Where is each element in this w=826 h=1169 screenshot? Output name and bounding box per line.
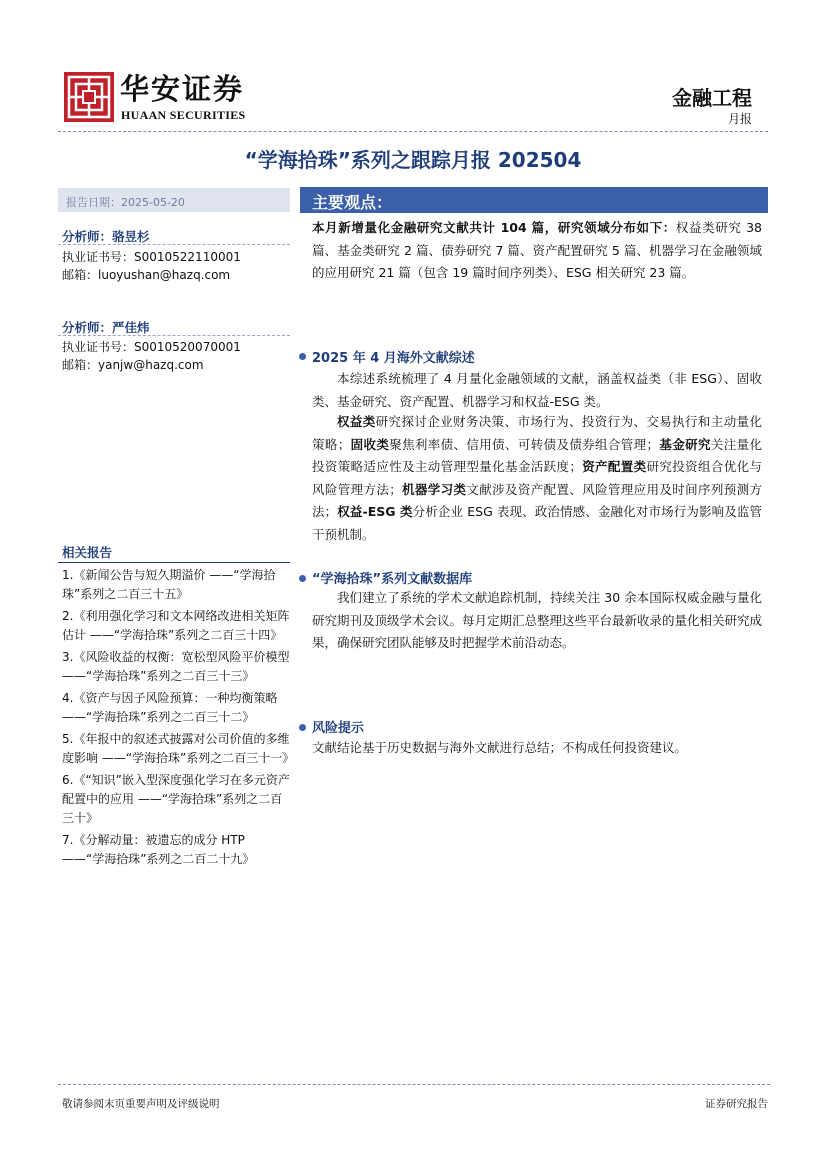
analyst-1-divider bbox=[58, 244, 290, 245]
summary-paragraph bbox=[312, 217, 762, 285]
keyword-fund: 基金研究 bbox=[659, 436, 711, 452]
related-reports-heading: 相关报告 bbox=[62, 545, 113, 560]
report-type: 月报 bbox=[727, 112, 752, 126]
review-fund-text: 关注量化投资策略适应性及主动管理型量化基金活跃度； bbox=[312, 436, 762, 474]
analyst-1-name: 分析师：骆昱杉 bbox=[62, 229, 150, 244]
review-asset-allocation-text: 研究投资组合优化与风险管理方法； bbox=[312, 459, 762, 497]
related-report-item[interactable]: 6.《“知识”嵌入型深度强化学习在多元资产配置中的应用 ——“学海拾珠”系列之二百三十》 bbox=[62, 773, 290, 825]
related-report-item[interactable]: 7.《分解动量：被遗忘的成分 HTP ——“学海拾珠”系列之二百二十九》 bbox=[62, 833, 255, 866]
review-equity-text: 研究探讨企业财务决策、市场行为、投资行为、交易执行和主动量化策略； bbox=[312, 414, 762, 452]
keyword-equity: 权益类 bbox=[337, 414, 376, 429]
related-reports-divider bbox=[58, 562, 290, 563]
keyword-asset-allocation: 资产配置类 bbox=[581, 459, 647, 474]
related-report-item[interactable]: 3.《风险收益的权衡：宽松型风险平价模型 ——“学海拾珠”系列之二百三十三》 bbox=[62, 650, 290, 683]
database-paragraph: 我们建立了系统的学术文献追踪机制，持续关注 30 余本国际权威金融与量化研究期刊及顶级学术会议。每月定期汇总整理这些平台最新收录的量化相关研究成果，确保研究团队能够及时把握学术前沿动态。 bbox=[312, 590, 763, 650]
key-points-heading: 主要观点： bbox=[312, 193, 393, 212]
related-report-item[interactable]: 4.《资产与因子风险预算：一种均衡策略 ——“学海拾珠”系列之二百三十二》 bbox=[62, 691, 278, 724]
brand-name-en: HUAAN SECURITIES bbox=[121, 108, 246, 122]
review-paragraph-2 bbox=[312, 411, 762, 546]
report-date: 报告日期：2025-05-20 bbox=[66, 196, 185, 209]
document-title: “学海拾珠”系列之跟踪月报 202504 bbox=[244, 148, 582, 172]
section-heading-review: 2025 年 4 月海外文献综述 bbox=[312, 351, 475, 366]
risk-paragraph: 文献结论基于历史数据与海外文献进行总结；不构成任何投资建议。 bbox=[312, 740, 688, 755]
section-heading-risk: 风险提示 bbox=[312, 721, 365, 736]
section-heading-database: “学海拾珠”系列文献数据库 bbox=[312, 572, 473, 587]
keyword-fixed-income: 固收类 bbox=[350, 436, 390, 452]
review-ml-text: 文献涉及资产配置、风险管理应用及时间序列预测方法； bbox=[312, 481, 762, 519]
review-esg-text: 分析企业 ESG 表现、政治情感、金融化对市场行为影响及监管干预机制。 bbox=[312, 504, 762, 542]
analyst-2-email[interactable]: 邮箱：yanjw@hazq.com bbox=[62, 358, 204, 372]
footer-disclaimer: 敬请参阅末页重要声明及评级说明 bbox=[62, 1098, 220, 1110]
related-report-item[interactable]: 5.《年报中的叙述式披露对公司价值的多维度影响 ——“学海拾珠”系列之二百三十一》 bbox=[62, 732, 295, 765]
bullet-icon bbox=[299, 575, 306, 582]
analyst-2-license: 执业证书号：S0010520070001 bbox=[62, 340, 241, 354]
review-fixed-income-text: 聚焦利率债、信用债、可转债及债券组合管理； bbox=[389, 436, 660, 452]
review-paragraph-1: 本综述系统梳理了 4 月量化金融领域的文献，涵盖权益类（非 ESG）、固收类、基金研究、资产配置、机器学习和权益-ESG 类。 bbox=[312, 371, 762, 409]
report-section: 金融工程 bbox=[672, 86, 752, 110]
bullet-icon bbox=[299, 353, 306, 360]
analyst-2-divider bbox=[58, 335, 290, 336]
keyword-esg: 权益-ESG 类 bbox=[337, 504, 413, 519]
footer-report-label: 证券研究报告 bbox=[705, 1098, 768, 1110]
header-divider bbox=[58, 131, 768, 132]
related-report-item[interactable]: 2.《利用强化学习和文本网络改进相关矩阵估计 ——“学海拾珠”系列之二百三十四》 bbox=[62, 609, 290, 642]
brand-name-cn: 华安证券 bbox=[120, 72, 245, 106]
keyword-ml: 机器学习类 bbox=[401, 481, 467, 497]
analyst-2-name: 分析师：严佳炜 bbox=[62, 320, 150, 335]
summary-body: 权益类研究 38 篇、基金类研究 2 篇、债券研究 7 篇、资产配置研究 5 篇、机器学习在金融领域的应用研究 21 篇（包含 19 篇时间序列类）、ESG 相关研究 23 篇。 bbox=[312, 220, 762, 280]
related-report-item[interactable]: 1.《新闻公告与短久期溢价 ——“学海拾珠”系列之二百三十五》 bbox=[62, 568, 276, 601]
analyst-1-email[interactable]: 邮箱：luoyushan@hazq.com bbox=[62, 268, 231, 282]
analyst-1-license: 执业证书号：S0010522110001 bbox=[62, 250, 241, 264]
brand-logo-icon bbox=[64, 72, 114, 122]
related-reports-list bbox=[62, 566, 295, 872]
summary-lead: 本月新增量化金融研究文献共计 104 篇，研究领域分布如下： bbox=[312, 220, 676, 235]
footer-divider bbox=[58, 1084, 770, 1085]
bullet-icon bbox=[299, 724, 306, 731]
